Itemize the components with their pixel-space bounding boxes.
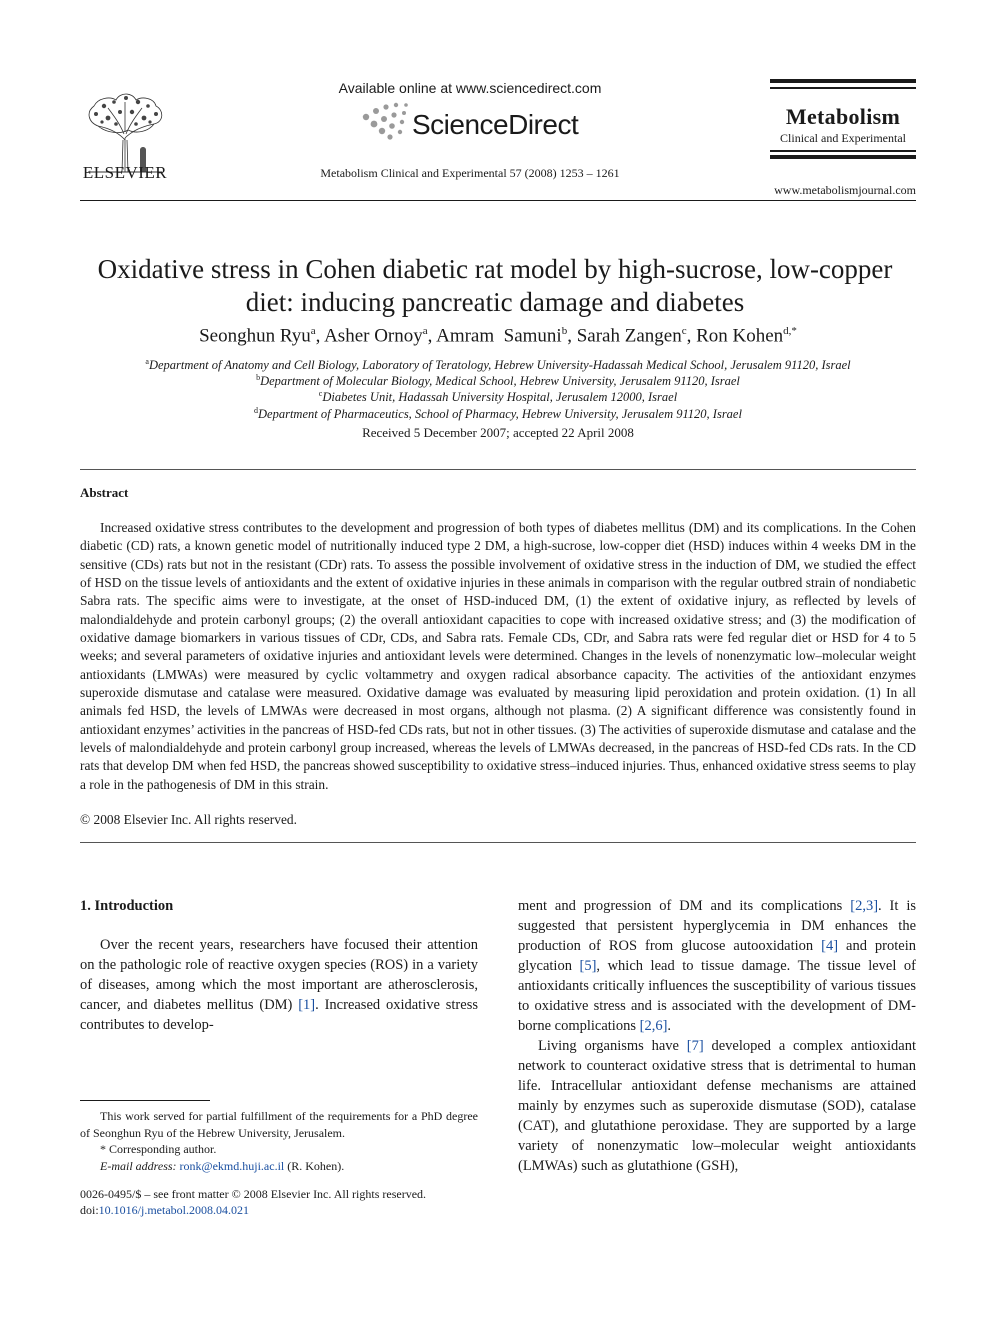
paragraph (518, 896, 916, 1036)
email-tail: (R. Kohen). (284, 1159, 345, 1173)
author-affiliation-marker: a (422, 325, 428, 337)
author-affiliation-marker: c (681, 325, 687, 337)
issn-line: 0026-0495/$ – see front matter © 2008 Elsevier Inc. All rights reserved. (80, 1187, 427, 1201)
footnote-divider (80, 1100, 210, 1101)
affiliation-marker: d (254, 406, 259, 415)
body-text: Living organisms have (538, 1038, 687, 1054)
doi-link[interactable]: 10.1016/j.metabol.2008.04.021 (98, 1203, 249, 1217)
body-text: developed a complex antioxidant network to counteract oxidative stress that is detrimental to human life. Intracellular antioxidant defense mechanisms are attained mainly by enzymes such as superoxide dismutase (SOD), catalase (CAT), and glutathione peroxidase. They are supported by a large variety of nonenzymatic low–molecular weight antioxidants (LMWAs) such as glutathione (GSH), (518, 1038, 917, 1174)
affiliation-text: Diabetes Unit, Hadassah University Hospital, Jerusalem 12000, Israel (322, 390, 678, 405)
body-text: . Increased oxidative stress contributes to develop- (80, 997, 478, 1033)
author-affiliation-marker: a (310, 325, 316, 337)
author-name[interactable]: Seonghun Ryu (199, 325, 311, 347)
abstract-bottom-divider (80, 842, 916, 843)
journal-logo-rule (770, 87, 916, 89)
journal-logo-rule (770, 150, 916, 152)
title-line: diet: inducing pancreatic damage and diabetes (245, 287, 745, 317)
affiliation-text: Department of Molecular Biology, Medical School, Hebrew University, Jerusalem 91120, Israel (260, 374, 740, 389)
affiliation-marker: a (145, 357, 149, 366)
author-name[interactable]: Amram Samuni (436, 325, 562, 347)
header-divider (80, 200, 916, 201)
affiliation-text: Department of Pharmaceutics, School of Pharmacy, Hebrew University, Jerusalem 91120, Israel (258, 407, 742, 422)
affiliation (80, 357, 916, 373)
received-dates: Received 5 December 2007; accepted 22 April 2008 (362, 425, 634, 440)
author-name[interactable]: Asher Ornoy (324, 325, 423, 347)
journal-logo-title: Metabolism (785, 104, 901, 129)
body-text: Over the recent years, researchers have focused their attention on the pathologic role of reactive oxygen species (ROS) in a variety of diseases, among which the most important are atherosclerosis, cancer, and diabetes mellitus (DM) (80, 937, 478, 1013)
author-list: Seonghun Ryu$^a$, Asher Ornoy$^a$, Amram Samuni$^b$, Sarah Zangen$^c$, Ron Kohen$^{d,*}$ (199, 325, 797, 347)
body-text: ment and progression of DM and its complications (518, 898, 851, 914)
footnote-email (80, 1158, 478, 1175)
intro-column-right (518, 896, 916, 1176)
author-name[interactable]: Sarah Zangen (576, 325, 682, 347)
article-title (70, 253, 920, 319)
abstract-text: Increased oxidative stress contributes to the development and progression of both types of diabetes mellitus (DM) and its complications. In the Cohen diabetic (CD) rats, a known genetic model of nutritionally induced type 2 DM, a high-sucrose, low-copper diet (HSD) induces within 4 weeks DM in the sensitive (CDs) rats but not in the resistant (CDr) rats. To assess the possible involvement of oxidative stress in the induction of DM, we studied the effect of HSD on the tissue levels of antioxidants and the extent of oxidative injuries in these animals in comparison with the regular outbred strain of nondiabetic Sabra rats. The specific aims were to investigate, at the onset of HSD-induced DM, (1) the extent of oxidative injury, as reflected by levels of malondialdehyde and protein carbonyl groups; (2) the overall antioxidant capacities to cope with increased oxidative stress; and (3) the modification of oxidative damage biomarkers in various tissues of CDr, CDs, and Sabra rats. Female CDs, CDr, and Sabra rats were fed regular diet or HSD for 4 to 5 weeks; and several parameters of oxidative injuries and antioxidant levels were determined. Changes in the levels of nonenzymatic low–molecular weight antioxidants (LMWAs) were measured by cyclic voltammetry and oxygen radical absorbance capacity. The activities of the antioxidant enzymes superoxide dismutase and catalase were measured. Oxidative damage was evaluated by measuring lipid peroxidation and protein oxidation. (1) In all animals fed HSD, the levels of LMWAs were decreased in most organs, although not plasma. (2) A significant difference was consistently found in antioxidant enzymes’ activities in the pancreas of HSD-fed CDs rats, but not in other tissues. (3) The activities of superoxide dismutase and catalase and the levels of malondialdehyde and protein carbonyl group increased, whereas the levels of LMWAs decreased, in the pancreas of HSD-fed CDs rats. In the CD rats that develop DM when fed HSD, the pancreas showed susceptibility to oxidative stress–induced injuries. Thus, enhanced oxidative stress seems to play a role in the pathogenesis of DM in this strain. (80, 520, 916, 792)
affiliation (80, 389, 916, 405)
reference-link[interactable]: [5] (579, 958, 597, 974)
abstract-top-divider (80, 469, 916, 470)
affiliation (80, 373, 916, 389)
reference-link[interactable]: [2,3] (850, 898, 879, 914)
doi-label: doi: (80, 1203, 99, 1217)
section-heading: 1. Introduction (80, 898, 174, 914)
abstract-heading: Abstract (80, 485, 129, 500)
reference-link[interactable]: [4] (821, 938, 839, 954)
affiliation-marker: b (256, 373, 261, 382)
body-text: and protein glycation (518, 938, 916, 974)
journal-citation: Metabolism Clinical and Experimental 57 (2008) 1253 – 1261 (320, 166, 620, 180)
journal-logo-rule (770, 79, 916, 83)
footnote-corresponding: * Corresponding author. (100, 1142, 217, 1156)
publisher-name: ELSEVIER (82, 163, 168, 182)
doi-line (80, 1203, 249, 1218)
email-label: E-mail address: (100, 1159, 177, 1173)
author-affiliation-marker: d,* (783, 325, 797, 337)
reference-link[interactable]: [7] (686, 1038, 704, 1054)
affiliation (80, 406, 916, 422)
reference-link[interactable]: [1] (298, 997, 316, 1013)
author-name[interactable]: Ron Kohen (696, 325, 784, 347)
sciencedirect-wordmark: ScienceDirect (412, 109, 579, 140)
journal-logo-subtitle: Clinical and Experimental (780, 131, 906, 145)
footnote-funding: This work served for partial fulfillment of the requirements for a PhD degree of Seonghun Ryu of the Hebrew University, Jerusalem. (80, 1109, 478, 1140)
body-text: . (667, 1018, 672, 1034)
email-link[interactable]: ronk@ekmd.huji.ac.il (179, 1159, 285, 1173)
body-text: , which lead to tissue damage. The tissue level of antioxidants critically influences the susceptibility of various tissues to oxidative stress and is associated with the development of DM-borne complications (518, 958, 916, 1034)
paragraph (518, 1036, 916, 1176)
author-affiliation-marker: b (561, 325, 568, 337)
body-text: . It is suggested that persistent hyperglycemia in DM enhances the production of ROS from glucose autooxidation (518, 898, 916, 954)
journal-url-link[interactable]: www.metabolismjournal.com (774, 183, 916, 197)
copyright-notice: © 2008 Elsevier Inc. All rights reserved. (80, 812, 297, 827)
journal-logo-rule (770, 155, 916, 159)
intro-column-left (80, 935, 478, 1035)
reference-link[interactable]: [2,6] (639, 1018, 668, 1034)
affiliation-text: Department of Anatomy and Cell Biology, Laboratory of Teratology, Hebrew University-Hadassah Medical School, Jerusalem 91120, Israel (148, 358, 851, 373)
affiliation-marker: c (318, 389, 323, 398)
title-line: Oxidative stress in Cohen diabetic rat model by high-sucrose, low-copper (97, 254, 893, 284)
available-online-text: Available online at www.sciencedirect.com (338, 80, 602, 96)
